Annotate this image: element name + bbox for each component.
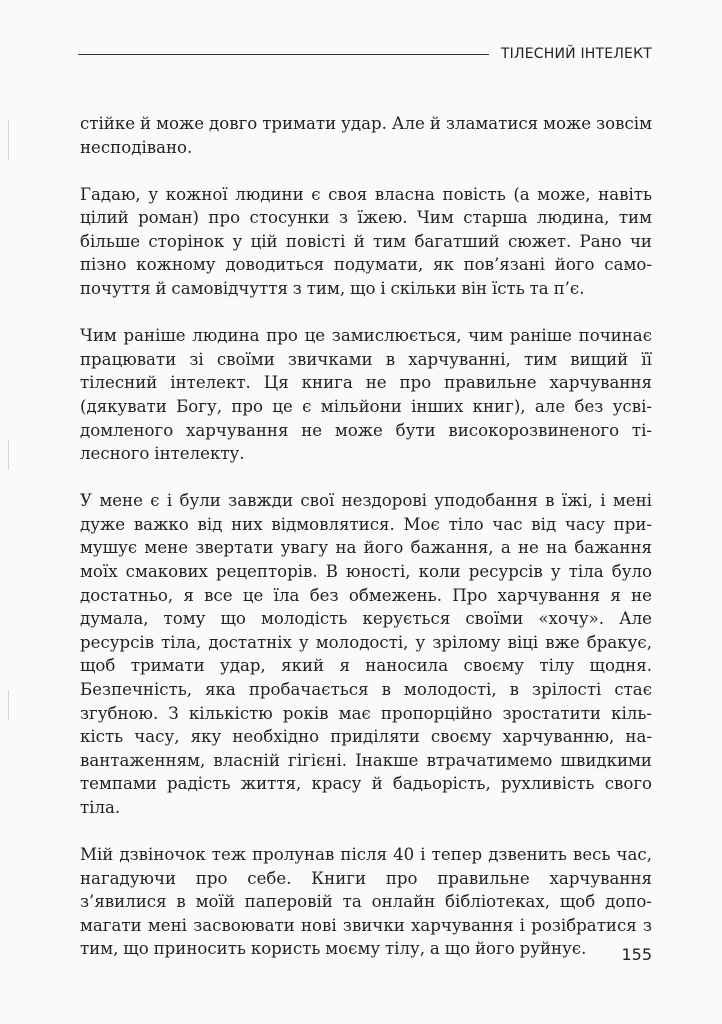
paragraph-3: Чим раніше людина про це замислюється, чим раніше починає працювати зі своїми звичками в харчуванні, тим вищий її тілесний інтелект. Ця книга не про правильне харчування (дякувати Богу, про це є мільйони інших книг), але без усвідомленого харчування не може бути високорозвиненого тілесного інтелекту. [80, 326, 652, 464]
paragraph-4: У мене є і були завжди свої нездорові уподобання в їжі, і мені дуже важко від них відмовлятися. Моє тіло час від часу примушує мене звертати увагу на його бажання, а не на бажання моїх смакових рецепторів. В юності, коли ресурсів у тіла було достатньо, я все це їла без обмежень. Про харчування я не думала, тому що молодість керується своїми «хочу». Але ресурсів тіла, достатніх у молодості, у зрілому віці вже бракує, щоб тримати удар, який я наносила своєму тілу щодня. Безпечність, яка пробачається в молодості, в зрілості стає згубною. З кількістю років має пропорційно зростатити кількість часу, яку необхідно приділяти своєму харчуванню, навантаженням, власній гігієні. Інакше втрачатимемо швидкими темпами радість життя, красу й бадьорість, рухливість свого тіла. [80, 491, 652, 817]
page-edge-mark-middle [8, 440, 9, 470]
running-header [78, 44, 652, 64]
running-header-title: ТІЛЕСНИЙ ІНТЕЛЕКТ [500, 46, 652, 62]
paragraph-1: стійке й може довго тримати удар. Але й зламатися може зовсім несподівано. [80, 114, 652, 157]
paragraph-5: Мій дзвіночок теж пролунав після 40 і тепер дзвенить весь час, нагадуючи про себе. Книги про правильне харчування з’явилися в моїй паперовій та онлайн бібліотеках, щоб допомагати мені засвоювати нові звички харчування і розібратися з тим, що приносить користь моєму тілу, а що його руйнує. [80, 845, 652, 959]
header-rule [78, 54, 489, 55]
page-number: 155 [621, 945, 652, 964]
paragraph-2: Гадаю, у кожної людини є своя власна повість (а може, навіть цілий роман) про стосунки з їжею. Чим старша людина, тим більше сторінок у цій повісті й тим багатший сюжет. Рано чи пізно кожному доводиться подумати, як пов’язані його самопочуття й самовідчуття з тим, що і скільки він їсть та п’є. [80, 184, 652, 299]
page-body [80, 112, 652, 985]
page-edge-mark-bottom [8, 690, 9, 720]
page-edge-mark-top [8, 120, 9, 160]
